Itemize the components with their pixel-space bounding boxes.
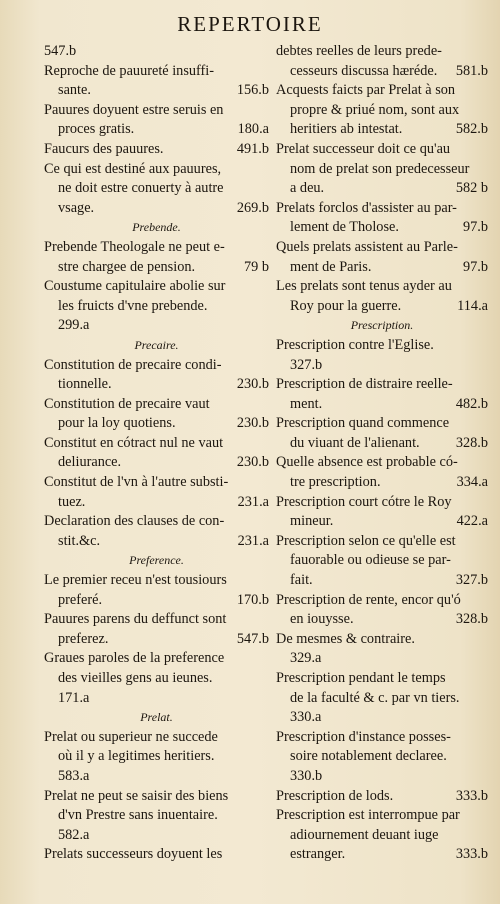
entry-text: 327.b [290, 356, 323, 373]
entry-text: ment. [290, 395, 323, 412]
folio-reference: 170.b [236, 591, 269, 608]
entry-line [276, 767, 488, 787]
entry-line [276, 826, 488, 846]
index-entry [44, 610, 269, 649]
entry-line [276, 101, 488, 121]
entry-text: ment de Paris. [290, 258, 372, 275]
index-entry [276, 532, 488, 591]
entry-text: Coustume capitulaire abolie sur [44, 278, 226, 295]
index-entry [44, 160, 269, 219]
entry-line [44, 787, 269, 807]
folio-reference: 327.b [455, 572, 488, 589]
folio-reference: 333.b [455, 846, 488, 863]
entry-line [44, 630, 269, 650]
entry-text: Prescription d'instance posses- [276, 728, 451, 745]
entry-line [276, 238, 488, 258]
entry-line [276, 120, 488, 140]
folio-reference: 230.b [236, 376, 269, 393]
entry-text: 583.a [58, 767, 90, 784]
folio-reference: 581.b [455, 62, 488, 79]
entry-line [276, 512, 488, 532]
entry-text: 171.a [58, 689, 90, 706]
folio-reference: 582 b [455, 180, 488, 197]
entry-text: Faucurs des pauures. [44, 140, 164, 157]
index-entry [44, 434, 269, 473]
entry-text: Prelat ne peut se saisir des biens [44, 787, 229, 804]
entry-text: 329.a [290, 650, 322, 667]
entry-text: Graues paroles de la preference [44, 650, 225, 667]
entry-text: 299.a [58, 317, 90, 334]
entry-text: heritiers ab intestat. [290, 121, 403, 138]
entry-text: Prescription de lods. [276, 787, 394, 804]
index-entry [44, 649, 269, 708]
entry-line [276, 669, 488, 689]
entry-text: pour la loy quotiens. [58, 415, 176, 432]
index-entry [276, 806, 488, 865]
entry-line [276, 42, 488, 62]
entry-text: sante. [58, 82, 91, 99]
entry-text: Roy pour la guerre. [290, 297, 402, 314]
index-entry [44, 728, 269, 787]
right-column [276, 42, 488, 865]
entry-line [44, 434, 269, 454]
entry-text: de la faculté & c. par vn tiers. [290, 689, 460, 706]
entry-line [276, 708, 488, 728]
folio-reference: 156.b [236, 82, 269, 99]
entry-text: lement de Tholose. [290, 219, 399, 236]
entry-text: nom de prelat son predecesseur [290, 160, 470, 177]
index-entry [276, 336, 488, 375]
entry-text: mineur. [290, 513, 334, 530]
index-entry [276, 277, 488, 316]
entry-text: proces gratis. [58, 121, 135, 138]
entry-text: Prelats forclos d'assister au par- [276, 199, 457, 216]
index-entry [276, 42, 488, 81]
folio-reference: 180.a [237, 121, 269, 138]
entry-line [276, 493, 488, 513]
entry-line [276, 649, 488, 669]
entry-line [44, 199, 269, 219]
index-entry [276, 591, 488, 630]
entry-line [276, 297, 488, 317]
folio-reference: 97.b [462, 219, 488, 236]
entry-line [44, 120, 269, 140]
section-heading: Prelat. [140, 710, 173, 725]
folio-reference: 269.b [236, 199, 269, 216]
entry-line [44, 591, 269, 611]
entry-line [276, 747, 488, 767]
entry-text: Prescription pendant le temps [276, 670, 446, 686]
entry-line [44, 473, 269, 493]
entry-text: 582.a [58, 826, 90, 843]
entry-line [44, 689, 269, 709]
entry-line [276, 218, 488, 238]
index-entry [276, 669, 488, 728]
entry-text: De mesmes & contraire. [276, 630, 415, 647]
entry-line [276, 336, 488, 356]
entry-line [44, 532, 269, 552]
entry-text: des vieilles gens au ieunes. [58, 670, 213, 686]
entry-text: Ce qui est destiné aux pauures, [44, 160, 222, 177]
entry-text: stre chargee de pension. [58, 258, 196, 275]
entry-line [44, 62, 269, 82]
entry-line [276, 787, 488, 807]
entry-text: soire notablement declaree. [290, 748, 447, 765]
entry-text: fait. [290, 572, 313, 589]
entry-line [44, 81, 269, 101]
folio-reference: 79 b [243, 258, 269, 275]
entry-text: Quels prelats assistent au Parle- [276, 238, 458, 255]
entry-line [44, 42, 269, 62]
entry-text: Prescription de distraire reelle- [276, 376, 453, 393]
index-entry [44, 356, 269, 395]
entry-text: Prelat successeur doit ce qu'au [276, 140, 451, 157]
entry-text: Pauures doyuent estre seruis en [44, 101, 224, 118]
entry-line [44, 512, 269, 532]
entry-line [276, 728, 488, 748]
entry-text: du viuant de l'alienant. [290, 434, 420, 451]
folio-reference: 231.a [237, 493, 269, 510]
entry-text: tionnelle. [58, 376, 112, 393]
entry-line [44, 140, 269, 160]
entry-text: Prescription contre l'Eglise. [276, 336, 434, 353]
entry-text: Pauures parens du deffunct sont [44, 611, 227, 628]
entry-text: ne doit estre conuerty à autre [58, 180, 224, 197]
entry-text: Prebende Theologale ne peut e- [44, 238, 225, 255]
index-entry [276, 453, 488, 492]
index-entry [276, 493, 488, 532]
entry-line [44, 356, 269, 376]
index-entry [276, 787, 488, 807]
entry-line [44, 395, 269, 415]
folio-reference: 491.b [236, 140, 269, 157]
entry-line [276, 414, 488, 434]
entry-text: 330.a [290, 709, 322, 726]
entry-line [276, 62, 488, 82]
folio-reference: 231.a [237, 532, 269, 549]
folio-reference: 328.b [455, 434, 488, 451]
entry-text: d'vn Prestre sans inuentaire. [58, 807, 218, 824]
entry-line [44, 767, 269, 787]
entry-line [276, 199, 488, 219]
left-column [44, 42, 269, 865]
entry-text: 330.b [290, 767, 323, 784]
entry-text: vsage. [58, 199, 95, 216]
entry-line [276, 845, 488, 865]
entry-text: Prescription quand commence [276, 415, 450, 432]
entry-text: Acquests faicts par Prelat à son [276, 82, 456, 99]
folio-reference: 114.a [457, 297, 488, 314]
entry-line [276, 179, 488, 199]
entry-line [44, 238, 269, 258]
entry-line [276, 395, 488, 415]
index-entry [44, 62, 269, 101]
entry-line [276, 258, 488, 278]
entry-line [276, 591, 488, 611]
entry-text: 547.b [44, 43, 77, 59]
folio-reference: 582.b [455, 121, 488, 138]
index-entry [44, 140, 269, 160]
entry-line [276, 160, 488, 180]
entry-text: estranger. [290, 846, 346, 863]
entry-text: Prescription selon ce qu'elle est [276, 532, 456, 549]
folio-reference: 333.b [455, 787, 488, 804]
entry-text: tuez. [58, 493, 86, 510]
entry-line [276, 453, 488, 473]
entry-text: Prelat ou superieur ne succede [44, 728, 218, 745]
entry-text: en iouysse. [290, 611, 354, 628]
entry-text: a deu. [290, 180, 325, 197]
entry-line [44, 101, 269, 121]
entry-line [276, 81, 488, 101]
entry-line [44, 747, 269, 767]
folio-reference: 422.a [456, 513, 488, 530]
entry-text: fauorable ou odieuse se par- [290, 552, 451, 569]
entry-line [44, 316, 269, 336]
entry-line [276, 806, 488, 826]
index-entry [276, 81, 488, 140]
entry-text: Declaration des clauses de con- [44, 513, 225, 530]
entry-line [44, 610, 269, 630]
index-entry [44, 473, 269, 512]
entry-line [44, 728, 269, 748]
entry-line [44, 297, 269, 317]
folio-reference: 230.b [236, 454, 269, 471]
entry-text: Prescription court cótre le Roy [276, 493, 452, 510]
entry-line [276, 140, 488, 160]
entry-line [276, 473, 488, 493]
folio-reference: 328.b [455, 611, 488, 628]
entry-line [44, 845, 269, 865]
index-entry [276, 199, 488, 238]
entry-text: les fruicts d'vne prebende. [58, 297, 208, 314]
entry-line [44, 669, 269, 689]
entry-text: Constitut de l'vn à l'autre substi- [44, 474, 229, 491]
entry-line [44, 375, 269, 395]
entry-text: Le premier receu n'est tousiours [44, 572, 227, 589]
entry-text: debtes reelles de leurs prede- [276, 43, 442, 59]
entry-text: tre prescription. [290, 474, 381, 491]
entry-line [44, 258, 269, 278]
section-heading: Preference. [129, 553, 184, 568]
folio-reference: 230.b [236, 415, 269, 432]
entry-text: Prescription de rente, encor qu'ó [276, 591, 461, 608]
entry-line [44, 160, 269, 180]
entry-text: deliurance. [58, 454, 122, 471]
index-entry [44, 395, 269, 434]
entry-line [44, 414, 269, 434]
entry-line [276, 277, 488, 297]
entry-text: Prelats successeurs doyuent les [44, 846, 223, 863]
index-entry [44, 512, 269, 551]
index-entry [44, 845, 269, 865]
index-entry [276, 375, 488, 414]
index-entry [276, 140, 488, 199]
entry-text: cesseurs discussa hæréde. [290, 62, 438, 79]
entry-line [276, 610, 488, 630]
entry-text: Constitution de precaire condi- [44, 356, 222, 373]
section-heading: Prebende. [132, 220, 181, 235]
index-entry [276, 238, 488, 277]
index-entry [44, 571, 269, 610]
section-heading: Prescription. [350, 318, 414, 333]
index-entry [276, 414, 488, 453]
index-entry [44, 101, 269, 140]
entry-text: Prescription est interrompue par [276, 807, 460, 824]
entry-text: Reproche de pauureté insuffi- [44, 62, 215, 79]
entry-line [276, 551, 488, 571]
index-entry [44, 238, 269, 277]
entry-line [276, 532, 488, 552]
section-heading: Precaire. [134, 337, 179, 352]
folio-reference: 547.b [236, 630, 269, 647]
entry-line [44, 179, 269, 199]
entry-text: preferez. [58, 630, 109, 647]
entry-line [44, 493, 269, 513]
entry-text: Constitution de precaire vaut [44, 395, 210, 412]
entry-text: Quelle absence est probable có- [276, 454, 458, 471]
entry-line [44, 806, 269, 826]
entry-text: stit.&c. [58, 532, 101, 549]
entry-line [44, 649, 269, 669]
entry-text: Les prelats sont tenus ayder au [276, 278, 452, 295]
entry-line [276, 434, 488, 454]
entry-line [276, 571, 488, 591]
entry-line [44, 826, 269, 846]
entry-line [44, 571, 269, 591]
index-entry [276, 630, 488, 669]
folio-reference: 97.b [462, 258, 488, 275]
index-entry [44, 277, 269, 336]
index-entry [44, 787, 269, 846]
entry-line [276, 356, 488, 376]
entry-line [276, 375, 488, 395]
running-header: REPERTOIRE [177, 12, 323, 36]
entry-line [276, 630, 488, 650]
entry-text: où il y a legitimes heritiers. [58, 748, 215, 765]
index-entry [276, 728, 488, 787]
entry-line [44, 453, 269, 473]
index-entry [44, 42, 269, 62]
entry-text: adiournement deuant iuge [290, 826, 439, 843]
folio-reference: 482.b [455, 395, 488, 412]
entry-line [276, 689, 488, 709]
entry-text: propre & priué nom, sont aux [290, 101, 460, 118]
entry-text: Constitut en cótract nul ne vaut [44, 434, 224, 451]
entry-text: preferé. [58, 591, 103, 608]
folio-reference: 334.a [456, 474, 488, 491]
entry-line [44, 277, 269, 297]
